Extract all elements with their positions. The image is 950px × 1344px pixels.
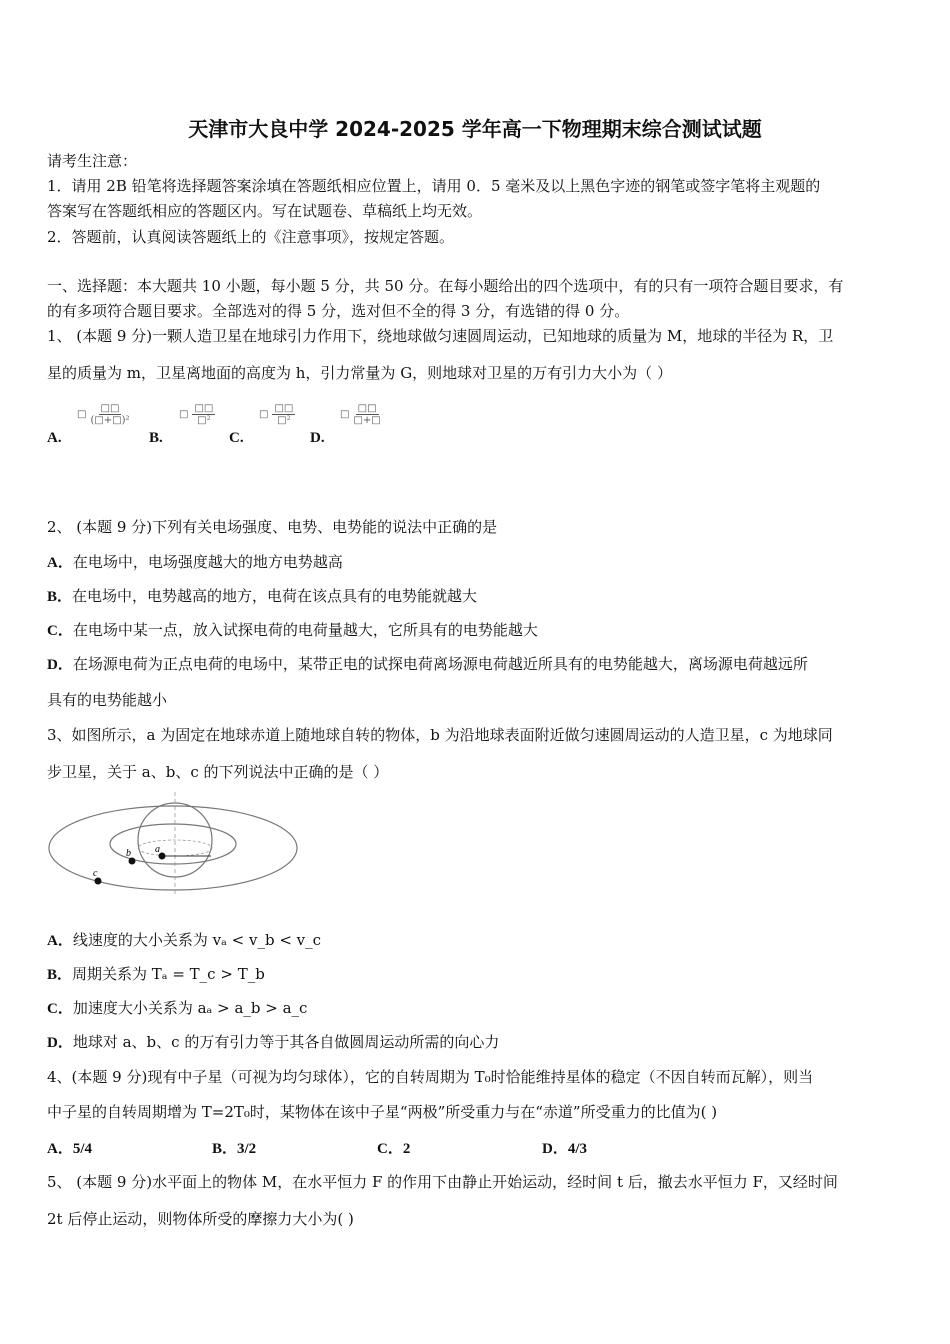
section-line: 的有多项符合题目要求。全部选对的得 5 分，选对但不全的得 3 分，有选错的得 0 分。	[47, 302, 630, 320]
q2-option-b	[47, 586, 477, 607]
option-label: D．	[47, 1035, 73, 1051]
q3-option-b	[47, 964, 265, 985]
option-text: 5/4	[72, 1141, 93, 1157]
orbit-figure	[47, 792, 302, 897]
option-text: 3/2	[237, 1141, 257, 1157]
label-b: b	[126, 848, 131, 859]
q3-option-a	[47, 930, 321, 951]
option-text: 在电场中某一点，放入试探电荷的电荷量越大，它所具有的电势能越大	[72, 621, 538, 639]
option-text: 线速度的大小关系为 vₐ < v_b < v_c	[72, 931, 322, 949]
page-title: 天津市大良中学 2024-2025 学年高一下物理期末综合测试试题	[188, 117, 762, 141]
notice-heading: 请考生注意：	[47, 152, 138, 170]
q4-option-a	[47, 1137, 92, 1158]
q5-stem: 2t 后停止运动，则物体所受的摩擦力大小为( )	[47, 1210, 354, 1228]
formula-placeholder: □	[259, 409, 269, 420]
option-text: 在场源电荷为正点电荷的电场中，某带正电的试探电荷离场源电荷越近所具有的电势能越大，离场源电荷越远所	[72, 655, 808, 673]
option-text: 2	[402, 1141, 411, 1157]
denominator: □²	[197, 415, 211, 426]
option-label: D．	[47, 657, 73, 673]
option-text: 加速度大小关系为 aₐ > a_b > a_c	[72, 999, 308, 1017]
denominator: □²	[277, 415, 291, 426]
q3-option-c	[47, 998, 307, 1019]
q4-stem: 中子星的自转周期增为 T=2T₀时，某物体在该中子星“两极”所受重力与在“赤道”所受重力的比值为( )	[47, 1103, 718, 1121]
notice-line: 2．答题前，认真阅读答题纸上的《注意事项》，按规定答题。	[47, 228, 455, 246]
option-label: A．	[47, 555, 73, 571]
q2-option-d	[47, 654, 808, 675]
q1-stem: 星的质量为 m，卫星离地面的高度为 h，引力常量为 G，则地球对卫星的万有引力大小为（ ）	[47, 364, 672, 382]
label-c: c	[93, 868, 98, 879]
numerator: □□	[100, 403, 120, 414]
q2-option-a	[47, 552, 343, 573]
option-label: B．	[47, 589, 73, 605]
option-text: 周期关系为 Tₐ = T_c > T_b	[72, 965, 265, 983]
formula-placeholder: □	[340, 409, 350, 420]
q2-option-c	[47, 620, 538, 641]
option-text: 地球对 a、b、c 的万有引力等于其各自做圆周运动所需的向心力	[72, 1033, 500, 1051]
q3-stem: 3、如图所示，a 为固定在地球赤道上随地球自转的物体，b 为沿地球表面附近做匀速圆周运动的人造卫星，c 为地球同	[47, 726, 833, 744]
option-text: 在电场中，电势越高的地方，电荷在该点具有的电势能就越大	[72, 587, 478, 605]
option-label: C．	[47, 1001, 73, 1017]
option-label: A．	[47, 933, 73, 949]
notice-line: 答案写在答题纸相应的答题区内。写在试题卷、草稿纸上均无效。	[47, 202, 483, 220]
option-label: C．	[377, 1141, 403, 1157]
formula-placeholder: □	[179, 409, 189, 420]
q3-option-d	[47, 1032, 499, 1053]
formula-placeholder: □	[77, 409, 87, 420]
q4-option-c	[377, 1137, 410, 1158]
numerator: □□	[274, 403, 294, 414]
denominator: □+□	[353, 415, 381, 426]
option-label: D．	[542, 1141, 568, 1157]
q4-option-d	[542, 1137, 587, 1158]
label-a: a	[155, 844, 160, 855]
q2-option-d-cont: 具有的电势能越小	[47, 691, 168, 709]
option-label: C．	[47, 623, 73, 639]
denominator: (□+□)²	[90, 415, 130, 426]
q3-stem: 步卫星，关于 a、b、c 的下列说法中正确的是（ ）	[47, 763, 389, 781]
option-label: A.	[47, 430, 62, 446]
option-label: A．	[47, 1141, 73, 1157]
option-label: B.	[149, 430, 163, 446]
q2-stem: 2、 (本题 9 分)下列有关电场强度、电势、电势能的说法中正确的是	[47, 518, 498, 536]
option-label: D.	[310, 430, 325, 446]
q1-options	[47, 400, 447, 450]
option-label: C.	[229, 430, 244, 446]
q5-stem: 5、 (本题 9 分)水平面上的物体 M，在水平恒力 F 的作用下由静止开始运动，经时间 t 后，撤去水平恒力 F，又经时间	[47, 1173, 838, 1191]
section-line: 一、选择题：本大题共 10 小题，每小题 5 分，共 50 分。在每小题给出的四个选项中，有的只有一项符合题目要求，有	[47, 277, 844, 295]
notice-line: 1．请用 2B 铅笔将选择题答案涂填在答题纸相应位置上，请用 0．5 毫米及以上黑色字迹的钢笔或签字笔将主观题的	[47, 177, 821, 195]
option-text: 在电场中，电场强度越大的地方电势越高	[72, 553, 343, 571]
q4-option-b	[212, 1137, 256, 1158]
option-label: B．	[212, 1141, 238, 1157]
q4-stem: 4、(本题 9 分)现有中子星（可视为均匀球体），它的自转周期为 T₀时恰能维持星体的稳定（不因自转而瓦解），则当	[47, 1068, 814, 1086]
numerator: □□	[357, 403, 377, 414]
numerator: □□	[194, 403, 214, 414]
option-text: 4/3	[567, 1141, 588, 1157]
q1-stem: 1、 (本题 9 分)一颗人造卫星在地球引力作用下，绕地球做匀速圆周运动，已知地球的质量为 M，地球的半径为 R，卫	[47, 327, 834, 345]
option-label: B．	[47, 967, 73, 983]
